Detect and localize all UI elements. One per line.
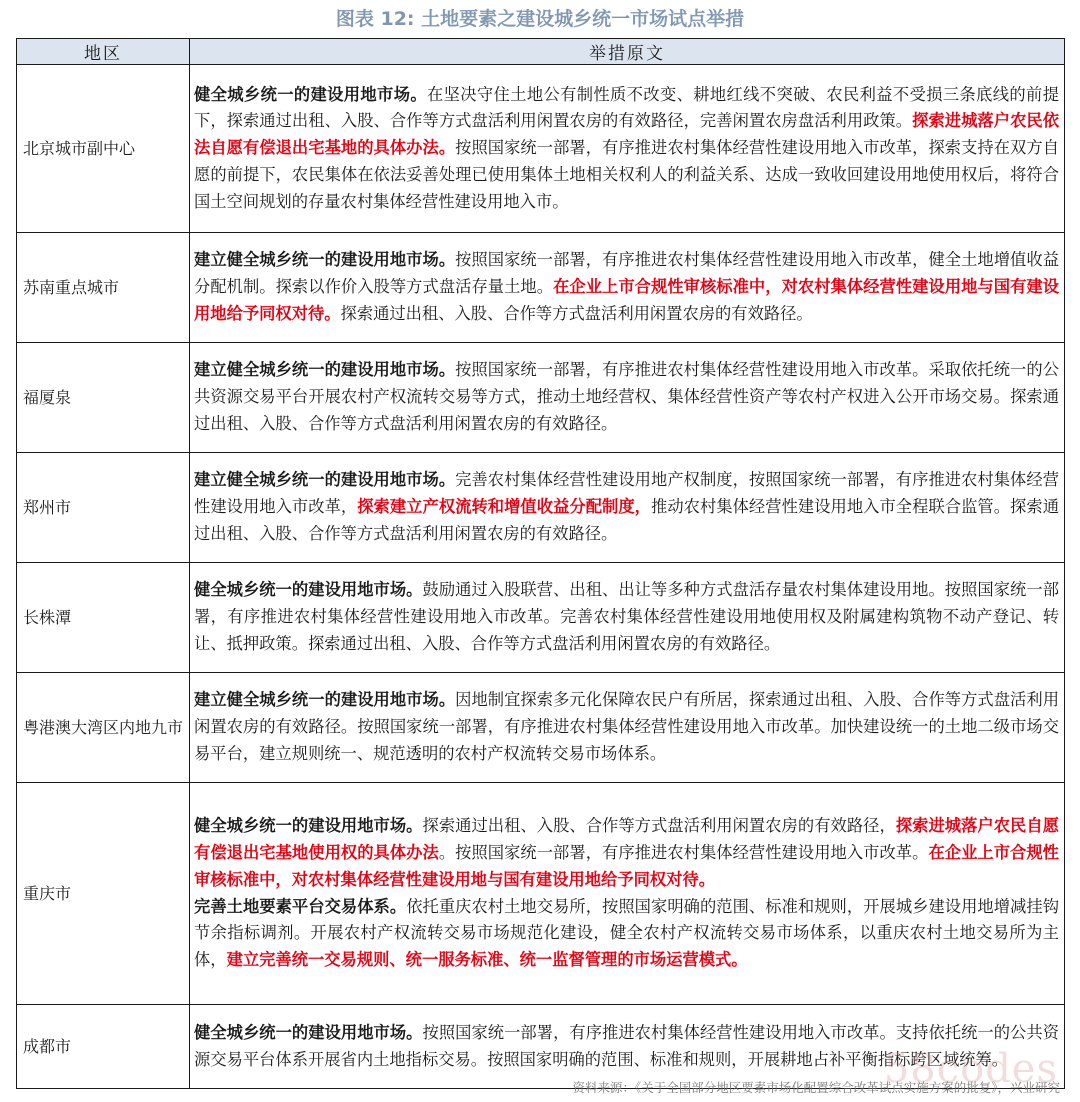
measure-text: 依托重庆农村土地交易所，按照国家明确的范围、标准和规则，开展城乡建设用地增减挂钩节余指标调剂。开展农村产权流转交易市场规范化建设，健全农村产权流转交易市场体系，以重庆农村土地交易所为主体， [194,896,1059,969]
measure-paragraph [194,894,1059,974]
highlight-text: 在企业上市合规性审核标准中，对农村集体经营性建设用地与国有建设用地给予同权对待。 [194,843,1059,889]
content-cell [190,65,1065,233]
measure-paragraph [194,247,1059,327]
header-content: 举措原文 [190,39,1065,65]
measure-text: 。按照国家统一部署，有序推进农村集体经营性建设用地入市改革。 [438,843,929,863]
measure-heading: 健全城乡统一的建设用地市场。 [194,84,427,104]
measure-heading: 健全城乡统一的建设用地市场。 [194,1022,423,1042]
highlight-text: 探索进城落户农民依法自愿有偿退出宅基地的具体办法。 [194,111,1059,158]
content-cell [190,233,1065,343]
measure-text: 按照国家统一部署，有序推进农村集体经营性建设用地入市改革。采取依托统一的公共资源交易平台开展农村产权流转交易等方式，推动土地经营权、集体经营性资产等农村产权进入公开市场交易。探索通过出租、入股、合作等方式盘活利用闲置农房的有效路径。 [194,360,1059,433]
table-row [17,783,1065,1005]
region-cell: 长株潭 [17,563,190,673]
measure-text: 按照国家统一部署，有序推进农村集体经营性建设用地入市改革，探索支持在双方自愿的前提下，农民集体在依法妥善处理已使用集体土地相关权利人的利益关系、达成一致收回建设用地使用权后，将符合国土空间规划的存量农村集体经营性建设用地入市。 [194,138,1059,211]
measure-text: 鼓励通过入股联营、出租、出让等多种方式盘活存量农村集体建设用地。按照国家统一部署，有序推进农村集体经营性建设用地入市改革。完善农村集体经营性建设用地使用权及附属建构筑物不动产登记、转让、抵押政策。探索通过出租、入股、合作等方式盘活利用闲置农房的有效路径。 [194,580,1059,653]
measure-heading: 建立健全城乡统一的建设用地市场。 [194,250,456,270]
measure-paragraph [194,467,1059,547]
measure-heading: 建立健全城乡统一的建设用地市场。 [194,360,456,380]
measure-text: 因地制宜探索多元化保障农民户有所居，探索通过出租、入股、合作等方式盘活利用闲置农房的有效路径。按照国家统一部署，有序推进农村集体经营性建设用地入市改革。加快建设统一的土地二级市场交易平台，建立规则统一、规范透明的农村产权流转交易市场体系。 [194,690,1059,763]
region-cell: 粤港澳大湾区内地九市 [17,673,190,783]
content-cell [190,783,1065,1005]
measure-paragraph [194,577,1059,657]
measure-text: 推动农村集体经营性建设用地入市全程联合监管。探索通过出租、入股、合作等方式盘活利用闲置农房的有效路径。 [194,497,1059,543]
measure-text: 按照国家统一部署，有序推进农村集体经营性建设用地入市改革，健全土地增值收益分配机制。探索以作价入股等方式盘活存量土地。 [194,250,1059,297]
region-cell: 苏南重点城市 [17,233,190,343]
content-cell [190,563,1065,673]
table-row [17,233,1065,343]
highlight-text: 在企业上市合规性审核标准中，对农村集体经营性建设用地与国有建设用地给予同权对待。 [194,277,1059,323]
watermark: 58codes [883,1046,1058,1092]
table-title: 图表 12: 土地要素之建设城乡统一市场试点举措 [335,8,745,30]
table-row [17,65,1065,233]
region-cell: 郑州市 [17,453,190,563]
measure-heading: 健全城乡统一的建设用地市场。 [194,580,423,600]
measure-heading: 完善土地要素平台交易体系。 [194,896,407,916]
measure-text: 在坚决守住土地公有制性质不改变、耕地红线不突破、农民利益不受损三条底线的前提下，探索通过出租、入股、合作等方式盘活利用闲置农房的有效路径，完善闲置农房盘活利用政策。 [194,84,1059,131]
measure-heading: 建立健全城乡统一的建设用地市场。 [194,470,456,490]
table-row [17,563,1065,673]
header-region: 地区 [17,39,190,65]
table-row [17,343,1065,453]
region-cell: 重庆市 [17,783,190,1005]
measure-paragraph [194,687,1059,767]
highlight-text: 建立完善统一交易规则、统一服务标准、统一监督管理的市场运营模式。 [226,949,748,969]
measure-paragraph [194,357,1059,437]
measure-heading: 健全城乡统一的建设用地市场。 [194,816,423,836]
highlight-text: 探索进城落户农民自愿有偿退出宅基地使用权的具体办法 [194,816,1059,863]
measure-heading: 建立健全城乡统一的建设用地市场。 [194,690,456,710]
measure-text: 探索通过出租、入股、合作等方式盘活利用闲置农房的有效路径， [422,816,896,836]
region-cell: 福厦泉 [17,343,190,453]
table-row [17,673,1065,783]
measure-text: 完善农村集体经营性建设用地产权制度，按照国家统一部署，有序推进农村集体经营性建设用地入市改革， [194,470,1059,517]
content-cell [190,673,1065,783]
measure-text: 按照国家统一部署，有序推进农村集体经营性建设用地入市改革。支持依托统一的公共资源交易平台体系开展省内土地指标交易。按照国家明确的范围、标准和规则，开展耕地占补平衡指标跨区域统筹。 [194,1022,1059,1069]
region-cell: 成都市 [17,1005,190,1089]
table-row [17,453,1065,563]
measure-text: 探索通过出租、入股、合作等方式盘活利用闲置农房的有效路径。 [340,303,813,323]
content-cell [190,343,1065,453]
measures-table [16,38,1065,1089]
source-note: 资料来源：《关于全国部分地区要素市场化配置综合改革试点实施方案的批复》，兴业研究 [572,1080,1060,1095]
content-cell [190,453,1065,563]
table-header-row [17,39,1065,65]
region-cell: 北京城市副中心 [17,65,190,233]
measure-paragraph [194,813,1059,893]
highlight-text: 探索建立产权流转和增值收益分配制度， [357,497,651,517]
measure-paragraph [194,82,1059,216]
